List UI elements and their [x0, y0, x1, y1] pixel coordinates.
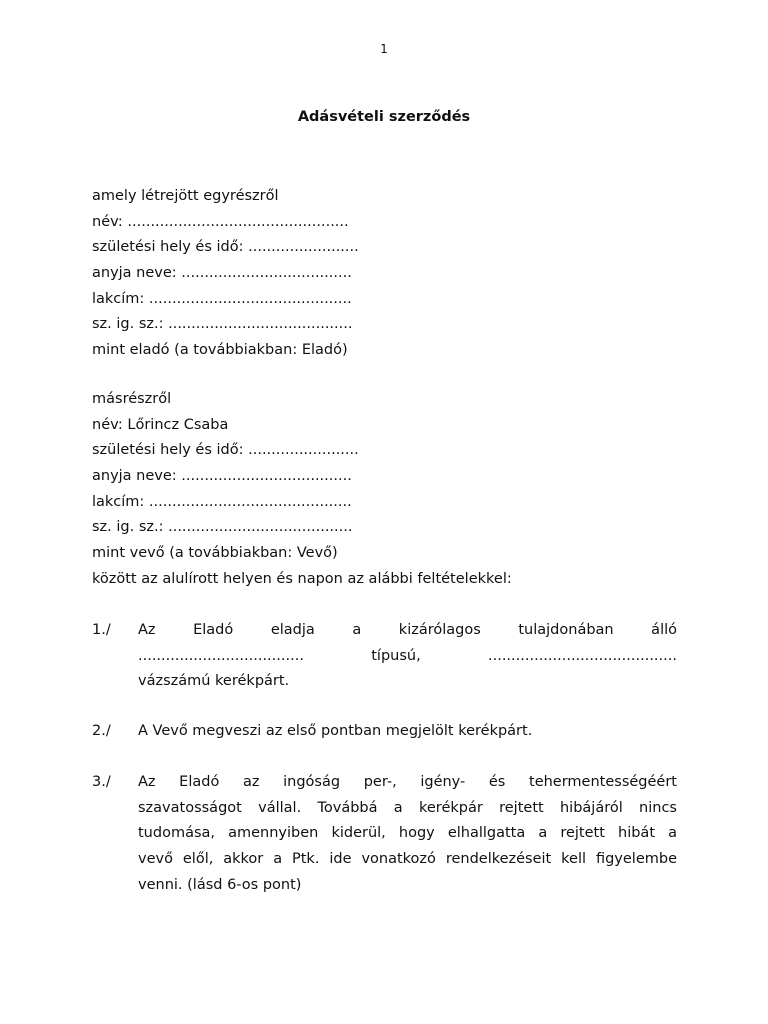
clause-line: Az Eladó az ingóság per-, igény- és tehermentességéért	[138, 774, 677, 790]
clause-number: 2./	[92, 723, 111, 739]
buyer-id-line: sz. ig. sz.: ........................................	[92, 519, 353, 536]
type-blank: ....................................	[138, 647, 304, 664]
clause-line: Az Eladó eladja a kizárólagos tulajdonában álló	[138, 622, 677, 638]
clause-line: A Vevő megveszi az első pontban megjelölt kerékpárt.	[138, 723, 533, 739]
seller-section	[92, 184, 692, 364]
buyer-intro: másrészről	[92, 391, 172, 407]
buyer-role-line: mint vevő (a továbbiakban: Vevő)	[92, 545, 338, 562]
clause-line: szavatosságot vállal. Továbbá a kerékpár rejtett hibájáról nincs	[138, 799, 677, 816]
clause-line: vázszámú kerékpárt.	[138, 673, 290, 690]
frame-number-blank: .........................................	[488, 647, 677, 664]
between-parties-line: között az alulírott helyen és napon az alábbi feltételekkel:	[92, 570, 512, 587]
clause-line	[138, 644, 677, 670]
buyer-mother-line: anyja neve: .....................................	[92, 468, 352, 485]
buyer-address-line: lakcím: ............................................	[92, 493, 352, 510]
seller-birth-line: születési hely és idő: ........................	[92, 239, 359, 256]
clause-line: tudomása, amennyiben kiderül, hogy elhallgatta a rejtett hibát a	[138, 825, 677, 842]
buyer-birth-line: születési hely és idő: ........................	[92, 442, 359, 459]
type-label: típusú,	[371, 647, 421, 664]
clause-body	[138, 618, 677, 695]
seller-id-line: sz. ig. sz.: ........................................	[92, 316, 353, 333]
clause-number: 1./	[92, 622, 111, 638]
clause-line: venni. (lásd 6-os pont)	[138, 876, 302, 893]
seller-intro: amely létrejött egyrészről	[92, 188, 279, 204]
clause-number: 3./	[92, 774, 111, 790]
clause-body	[138, 719, 677, 745]
buyer-name-line: név: Lőrincz Csaba	[92, 416, 229, 433]
clause-body	[138, 770, 677, 898]
document-title: Adásvételi szerződés	[297, 109, 471, 125]
seller-mother-line: anyja neve: .....................................	[92, 265, 352, 282]
buyer-section	[92, 387, 692, 593]
clause-line: vevő elől, akkor a Ptk. ide vonatkozó rendelkezéseit kell figyelembe	[138, 851, 677, 868]
seller-name-line: név: ................................................	[92, 213, 349, 230]
seller-address-line: lakcím: ............................................	[92, 290, 352, 307]
page-number: 1	[380, 42, 388, 56]
seller-role-line: mint eladó (a továbbiakban: Eladó)	[92, 342, 348, 359]
